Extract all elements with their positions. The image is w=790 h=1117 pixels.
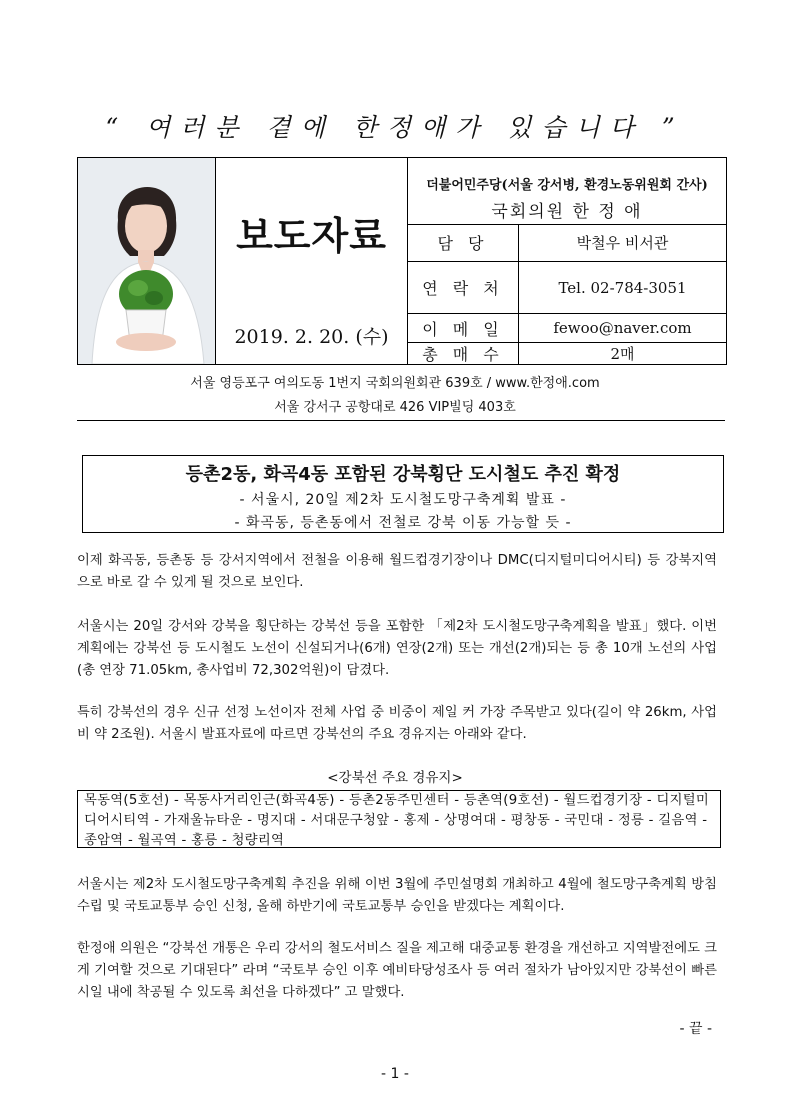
headline-subtitle-1: - 서울시, 20일 제2차 도시철도망구축계획 발표 - <box>239 492 567 508</box>
paragraph-1: 이제 화곡동, 등촌동 등 강서지역에서 전철을 이용해 월드컵경기장이나 DMC(디지털미디어시티) 등 강북지역으로 바로 갈 수 있게 될 것으로 보인다. <box>77 553 717 590</box>
paragraph-4: 서울시는 제2차 도시철도망구축계획 추진을 위해 이번 3월에 주민설명회 개최하고 4월에 철도망구축계획 방침 수립 및 국토교통부 승인 신청, 올해 하반기에 국토교통부 승인을 받겠다는 계획이다. <box>77 877 717 914</box>
row-value: 2매 <box>610 345 635 363</box>
contact-row-phone <box>408 262 726 314</box>
mp-name: 국회의원 한 정 애 <box>491 202 643 222</box>
row-label: 총 매 수 <box>408 343 519 364</box>
route-title: <강북선 주요 경유지> <box>327 770 463 786</box>
lawmaker-photo <box>78 158 216 364</box>
page-number: - 1 - <box>381 1066 409 1082</box>
press-release-title: 보도자료 <box>236 214 387 258</box>
row-label: 이 메 일 <box>408 314 519 342</box>
paragraph-5: 한정애 의원은 “강북선 개통은 우리 강서의 철도서비스 질을 제고해 대중교통 환경을 개선하고 지역발전에도 크게 기여할 것으로 기대된다” 라며 “국토부 승인 이후 예비타당성조사 등 여러 절차가 남아있지만 강북선이 빠른 시일 내에 착공될 수 있도록 최선을 다하겠다” 고 말했다. <box>77 941 717 1000</box>
release-date: 2019. 2. 20. (수) <box>234 326 389 348</box>
headline-box <box>82 455 724 533</box>
paragraph-2: 서울시는 20일 강서와 강북을 횡단하는 강북선 등을 포함한 「제2차 도시철도망구축계획을 발표」했다. 이번 계획에는 강북선 등 도시철도 노선이 신설되거나(6개) 연장(2개) 또는 개선(2개)되는 등 총 10개 노선의 사업(총 연장 71.05km, 총사업비 72,302억원)이 담겼다. <box>77 619 717 678</box>
row-value: fewoo@naver.com <box>553 319 692 337</box>
contact-row-email <box>408 314 726 343</box>
end-mark: - 끝 - <box>679 1021 712 1037</box>
row-value: 박철우 비서관 <box>576 234 669 252</box>
party-org: 더불어민주당(서울 강서병, 환경노동위원회 간사) <box>426 178 708 193</box>
contact-row-pages <box>408 343 726 364</box>
slogan: “ 여러분 곁에 한정애가 있습니다 ” <box>105 113 685 142</box>
row-label: 연 락 처 <box>408 262 519 313</box>
press-release-header <box>77 157 727 365</box>
divider <box>77 420 725 421</box>
office-address-2: 서울 강서구 공항대로 426 VIP빌딩 403호 <box>274 400 516 415</box>
office-address-1: 서울 영등포구 여의도동 1번지 국회의원회관 639호 / www.한정애.com <box>190 376 600 391</box>
row-value: Tel. 02-784-3051 <box>558 278 687 297</box>
route-box: 목동역(5호선) - 목동사거리인근(화곡4동) - 등촌2동주민센터 - 등촌역(9호선) - 월드컵경기장 - 디지털미디어시티역 - 가재울뉴타운 - 명지대 - 서대문구청앞 - 홍제 - 상명여대 - 평창동 - 국민대 - 정릉 - 길음역 - 종암역 - 월곡역 - 홍릉 - 청량리역 <box>77 790 721 848</box>
contact-row-person <box>408 224 726 262</box>
headline-title: 등촌2동, 화곡4동 포함된 강북횡단 도시철도 추진 확정 <box>185 464 621 485</box>
paragraph-3: 특히 강북선의 경우 신규 선정 노선이자 전체 사업 중 비중이 제일 커 가장 주목받고 있다(길이 약 26km, 사업비 약 2조원). 서울시 발표자료에 따르면 강북선의 주요 경유지는 아래와 같다. <box>77 705 717 742</box>
party-info <box>408 158 726 225</box>
headline-subtitle-2: - 화곡동, 등촌동에서 전철로 강북 이동 가능할 듯 - <box>234 515 572 531</box>
row-label: 담 당 <box>408 224 519 261</box>
